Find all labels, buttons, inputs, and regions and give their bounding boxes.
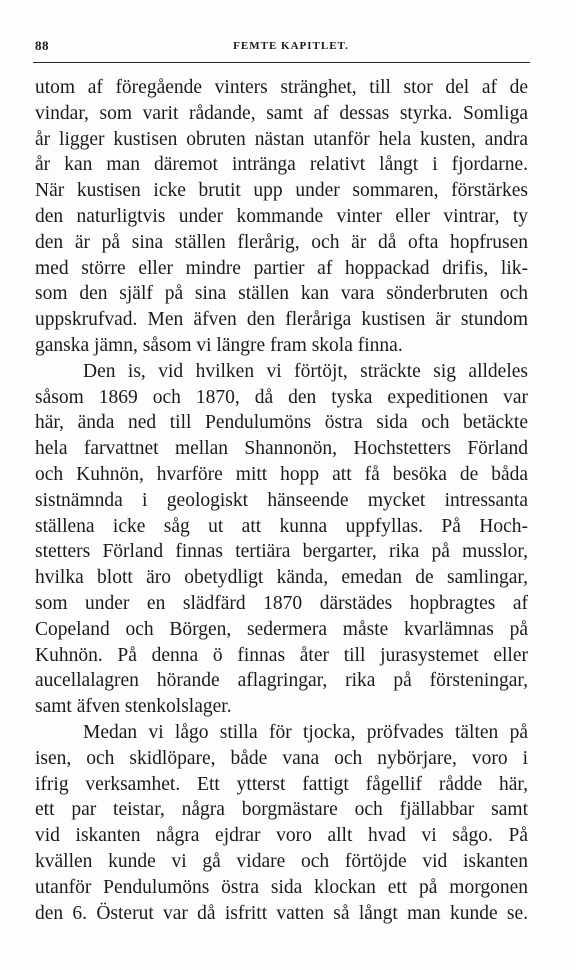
text-line: såsom 1869 och 1870, då den tyska expeditionen var [35,386,528,408]
text-line: med större eller mindre partier af hoppackad drifis, lik- [35,257,528,279]
text-body [35,75,528,926]
text-line: kvällen kunde vi gå vidare och förtöjde vid iskanten [35,850,528,872]
text-line: den är på sina ställen flerårig, och är då ofta hopfrusen [35,231,528,253]
text-line: Copeland och Börgen, sedermera måste kvarlämnas på [35,618,528,640]
text-line: år ligger kustisen obruten nästan utanför hela kusten, andra [35,128,528,150]
text-line: stetters Förland finnas tertiära bergarter, rika på musslor, [35,541,528,563]
text-line: som under en slädfärd 1870 därstädes hopbragtes af [35,592,528,614]
text-line: hela farvattnet mellan Shannonön, Hochstetters Förland [35,438,528,460]
text-line: När kustisen icke brutit upp under sommaren, förstärkes [35,180,528,202]
paragraph [35,75,528,359]
text-line: ett par teistar, några borgmästare och fjällabbar samt [35,799,528,821]
text-line: och Kuhnön, hvarföre mitt hopp att få besöka de båda [35,463,528,485]
text-line: ganska jämn, såsom vi längre fram skola finna. [35,334,403,356]
text-line: isen, och skidlöpare, både vana och nybörjare, voro i [35,747,528,769]
text-line: den naturligtvis under kommande vinter eller vintrar, ty [35,205,528,227]
text-line: vindar, som varit rådande, samt af dessas styrka. Somliga [35,102,528,124]
text-line: ifrig verksamhet. Ett ytterst fattigt fågellif rådde här, [35,773,528,795]
paragraph [35,720,528,926]
text-line: Medan vi lågo stilla för tjocka, pröfvades tälten på [83,721,528,743]
text-line: utanför Pendulumöns östra sida klockan ett på morgonen [35,876,528,898]
text-line: sistnämnda i geologiskt hänseende mycket intressanta [35,489,528,511]
page-number: 88 [35,38,49,53]
text-line: år kan man däremot intränga relativt långt i fjordarne. [35,154,528,176]
text-line: ställena icke såg ut att kunna uppfyllas. På Hoch- [35,515,528,537]
text-line: hvilka blott äro obetydligt kända, emedan de samlingar, [35,567,528,589]
text-line: Den is, vid hvilken vi förtöjt, sträckte sig alldeles [83,360,528,382]
text-line: samt äfven stenkolslager. [35,696,232,718]
text-line: aucellalagren hörande aflagringar, rika på försteningar, [35,670,528,692]
text-line: uppskrufvad. Men äfven den fleråriga kustisen är stundom [35,309,528,331]
text-line: Kuhnön. På denna ö finnas åter till jurasystemet eller [35,644,528,666]
text-line: här, ända ned till Pendulumöns östra sida och betäckte [35,412,528,434]
text-line: den 6. Österut var då isfritt vatten så långt man kunde se. [35,902,528,924]
text-line: utom af föregående vinters stränghet, till stor del af de [35,77,528,98]
header-rule [33,62,530,63]
text-line: vid iskanten några ejdrar voro allt hvad vi sågo. På [35,825,528,847]
text-line: som den själf på sina ställen kan vara sönderbruten och [35,283,528,305]
paragraph [35,359,528,720]
running-title: FEMTE KAPITLET. [233,40,349,52]
